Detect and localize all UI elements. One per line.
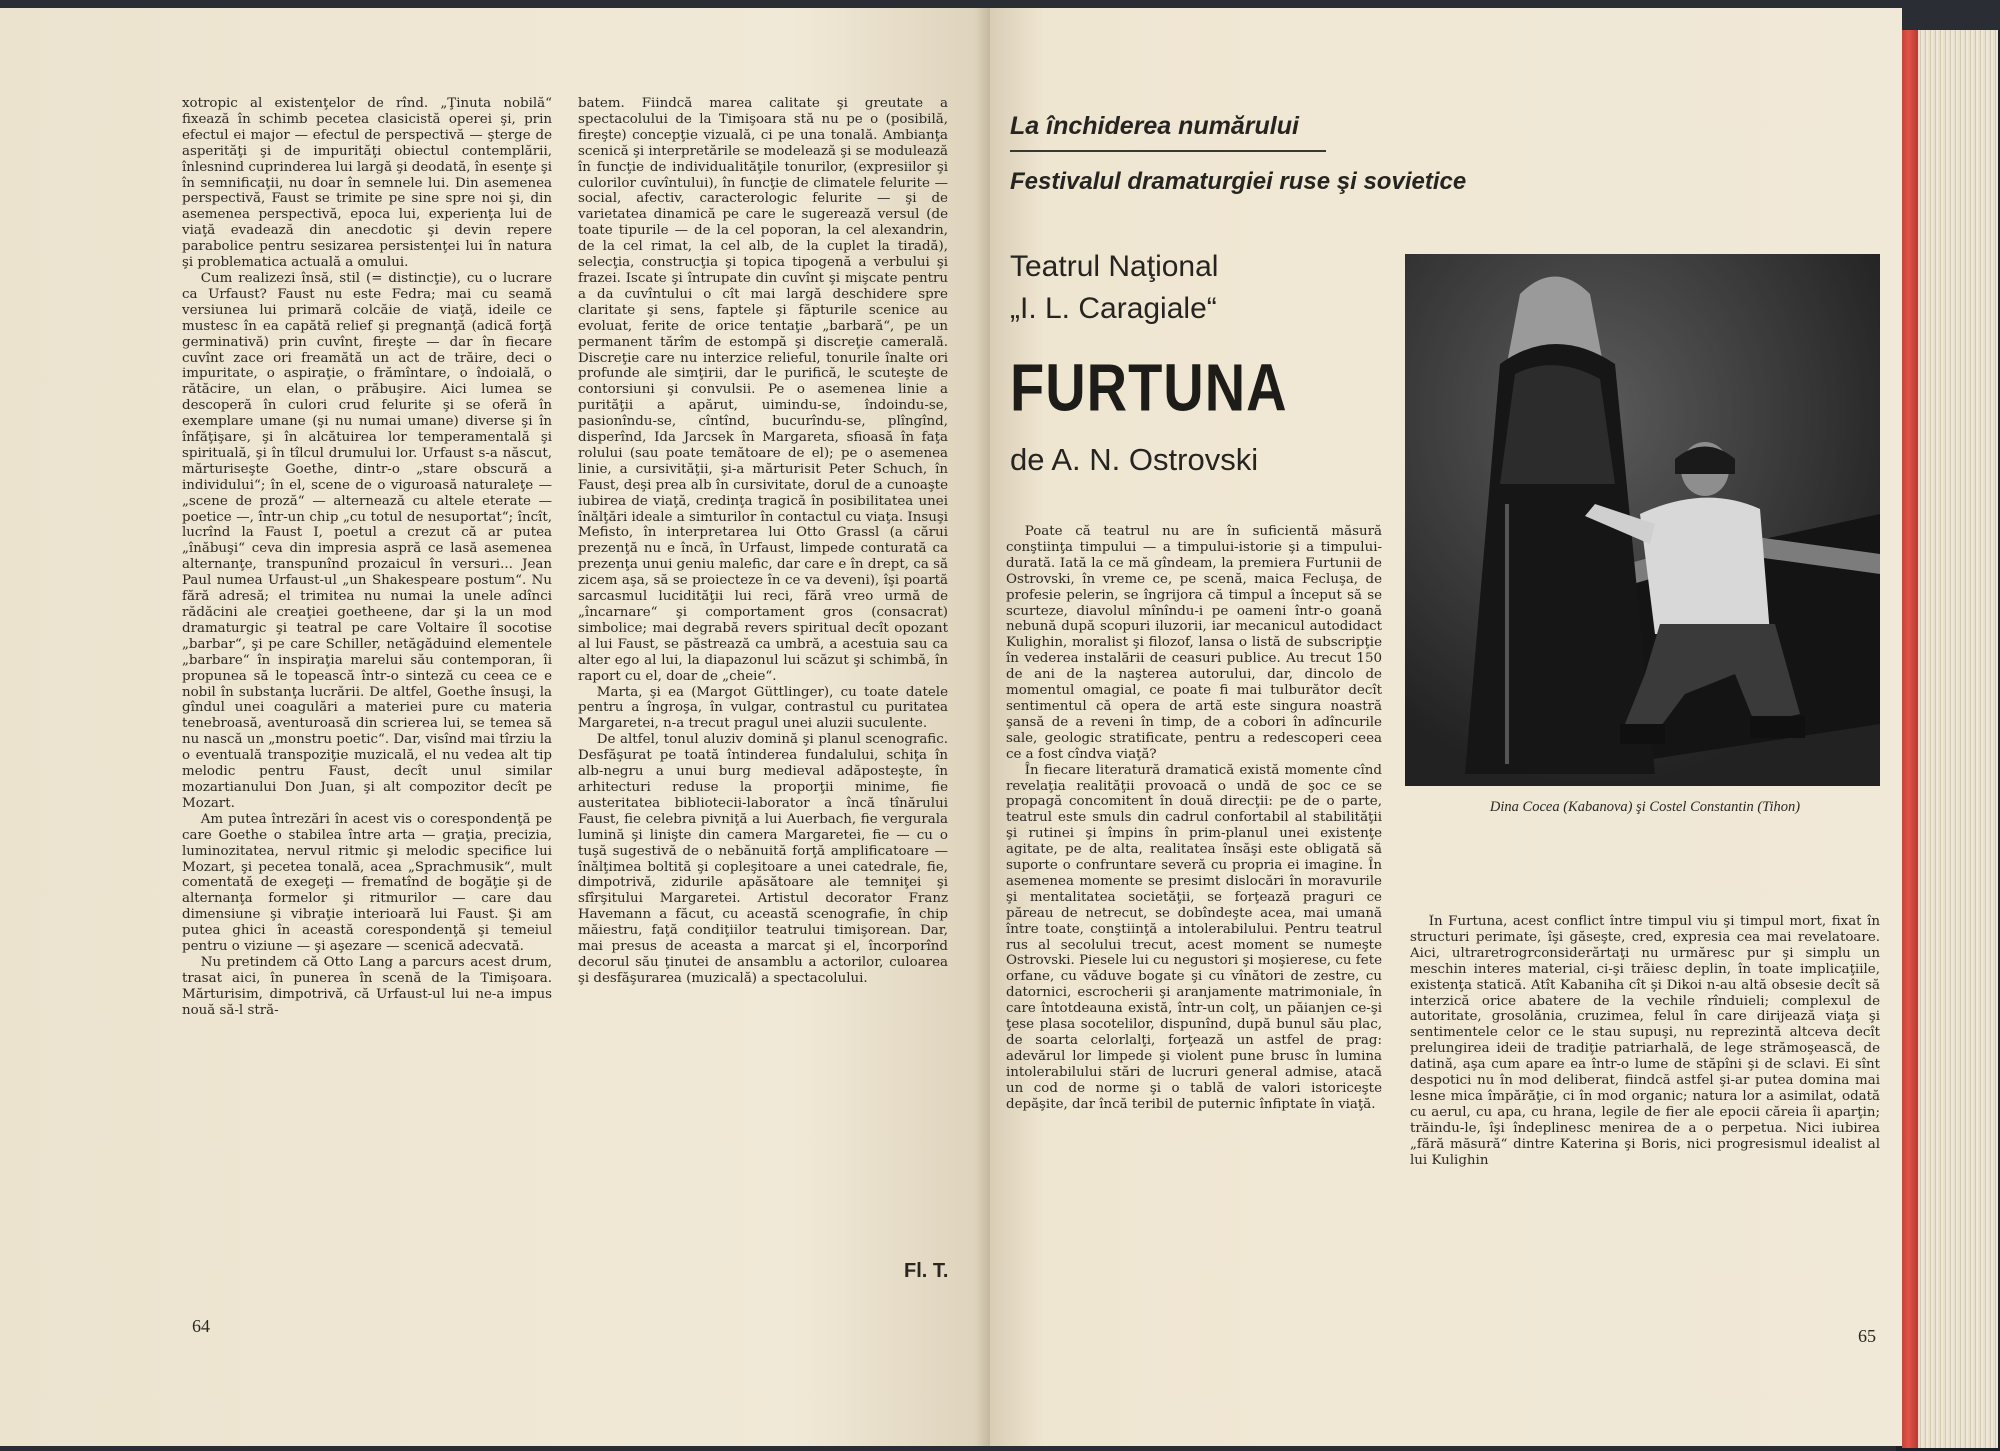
left-column-2	[578, 96, 948, 1256]
right-column-2	[1410, 914, 1880, 1306]
play-title: FURTUNA	[1010, 349, 1288, 425]
paragraph: Am putea întrezări în acest vis o corespondenţă pe care Goethe o stabilea între arta — graţia, precizia, luminozitatea, nervul ritmic şi melodic specifice lui Mozart, şi pecetea tonală, acea „Sprachmusik“, mult comentată de exegeţi — frematînd de bogăţie şi de alternanţa formelor şi ritmurilor — care dau dimensiune şi vibraţie interioară lui Faust. Şi am putea ghici în această corespondenţă şi temeiul pentru o viziune — şi aşezare — scenică adecvată.	[182, 811, 552, 955]
play-author: de A. N. Ostrovski	[1010, 442, 1259, 477]
photo-scene	[1405, 254, 1880, 786]
rubric-rule	[1010, 150, 1326, 152]
paragraph: Poate că teatrul nu are în suficientă măsură conştiinţa timpului — a timpului-istorie şi a timpului-durată. Iată la ce mă gîndeam, la premiera Furtunii de Ostrovski, în vreme ce, pe scenă, maica Fecluşa, de profesie pelerin, se îngrijora că timpul a început să se scurteze, diavolul mînîndu-i pe oameni într-o goană nebună după scopuri iluzorii, iar mecanicul autodidact Kulighin, moralist şi filozof, lansa o listă de subscripţie în vederea instalării de ceasuri publice. Au trecut 150 de ani de la naşterea autorului, dar, dincolo de momentul omagial, ce poate fi mai tulburător decît sentimentul că opera de artă este singura noastră şansă de a reveni în timp, de a cobori în adîncurile sale, geologic stratificate, pentru a redescoperi ceea ce a fost cîndva viaţă?	[1006, 524, 1382, 762]
photo-caption: Dina Cocea (Kabanova) şi Costel Constantin (Tihon)	[1489, 799, 1801, 815]
paragraph: În Furtuna, acest conflict între timpul viu şi timpul mort, fixat în structuri perimate, îşi găseşte, cred, expresia cea mai revelatoare. Aici, ultraretrogrconsiderărtaţi nu urmăresc pur şi simplu un meschin interes material, ci-şi trăiesc deplin, în toate implicaţiile, existenţa statică. Atît Kabaniha cît şi Dikoi n-au altă obsesie decît să interzică orice abatere de la vechile rînduieli; complexul de autoritate, grosolănia, cruzimea, felul în care dirijează viaţa şi sentimentele celor ce le stau supuşi, nu reprezintă altceva decît prelungirea ideii de tradiţie patriarhală, de lege strămoşească, de datină, aşa cum apare ea într-o lume de stăpîni şi de sclavi. Ei sînt despotici nu în mod deliberat, fiindcă astfel şi-ar putea domina mai lesne mica împărăţie, ci în mod organic; natura lor a asimilat, odată cu aerul, cu apa, cu hrana, legile de fier ale epocii căreia îi aparţin; trăindu-le, îşi îndeplinesc menirea de a o perpetua. Nici iubirea „fără măsură“ dintre Katerina şi Boris, nici progresismul idealist al lui Kulighin	[1410, 914, 1880, 1168]
paragraph: Marta, şi ea (Margot Güttlinger), cu toate datele pentru a îngroşa, în vulgar, contrastul cu puritatea Margaretei, n-a trecut pragul unei aluzii suculente.	[578, 684, 948, 732]
left-page	[0, 8, 990, 1446]
festival-title: Festivalul dramaturgiei ruse şi sovietice	[1010, 168, 1467, 195]
author-signature: Fl. T.	[904, 1260, 949, 1282]
right-column-1	[1006, 524, 1382, 1304]
paragraph: Cum realizezi însă, stil (= distincţie), cu o lucrare ca Urfaust? Faust nu este Fedra; mai cu seamă versiunea lui primară colcăie de viaţă, ideile ce mustesc în ea capătă relief şi pregnanţă (adică forţă germinativă) prin cuvînt, fireşte — dar în fiecare cuvînt zace ori freamătă un act de trăire, deci o impuritate, o aspiraţie, o frămîntare, o îndoială, o rătăcire, un elan, o prăbuşire. Aici lumea se descoperă în culori crud felurite şi se oferă în exemplare umane (şi nu numai umane) diverse şi în înfăţişare, şi în alcătuirea lor temperamentală şi spirituală, şi în tîlcul drumului lor. Urfaust s-a născut, mărturiseşte Goethe, dintr-o „stare obscură a individului“; în el, scene de o viguroasă naturaleţe — „scene de proză“ — alternează cu altele eterate — poetice —, într-un chip „cu totul de nesuportat“; încît, lucrînd la Faust I, poetul a crezut că ar putea „înăbuşi“ ceva din impresia aspră ce lasă asemenea alternanţe, transpunînd prozaicul în versuri... Jean Paul numea Urfaust-ul „un Shakespeare postum“. Nu fără adresă; el trimitea nu numai la unele adînci rădăcini ale creaţiei goetheene, dar şi la un mod dramaturgic şi teatral pe care Voltaire îl socotise „barbar“, şi pe care Schiller, netăgăduind elementele „barbare“ în inspiraţia marelui său contemporan, îi propunea să le topească într-o sinteză cu ceea ce e nobil în substanţa lucrării. De altfel, Goethe însuşi, la gîndul unei coagulări a materiei pure cu materia tenebroasă, aventuroasă din scrierea lui, se temea să nu nască un „monstru poetic“. Dar, visînd mai tîrziu la o eventuală transpoziţie muzicală, el nu vedea alt tip melodic pentru Faust, decît unul similar mozartianului Don Juan, şi alt compozitor decît pe Mozart.	[182, 270, 552, 811]
left-column-1	[182, 96, 552, 1311]
theatre-name	[1010, 246, 1218, 330]
page-number-left: 64	[192, 1316, 210, 1336]
production-photo	[1405, 254, 1880, 786]
theatre-line-2: „I. L. Caragiale“	[1010, 292, 1217, 325]
page-edge-stack	[1918, 30, 1998, 1448]
theatre-line-1: Teatrul Naţional	[1010, 250, 1219, 283]
page-number-right: 65	[1858, 1326, 1876, 1346]
paragraph: Nu pretindem că Otto Lang a parcurs acest drum, trasat aici, în punerea în scenă de la Timişoara. Mărturisim, dimpotrivă, că Urfaust-ul lui ne-a impus nouă să-l stră-	[182, 954, 552, 1018]
paragraph: xotropic al existenţelor de rînd. „Ţinuta nobilă“ fixează în schimb pecetea clasicistă operei şi, prin efectul ei major — efectul de perspectivă — şterge de asperităţi şi de impurităţi obiectul contemplării, înlesnind cuprinderea lui largă şi deodată, în esenţe şi în semnificaţii, nu doar în semnele lui. Din asemenea perspectivă, Faust se trimite pe sine spre noi şi, din asemenea perspectivă, epoca lui, experienţa lui de viaţă evadează din anecdotic şi devin repere parabolice pentru sesizarea persistenţei lui în natura şi problematica actuală a omului.	[182, 96, 552, 271]
page-edge-red-marker	[1902, 30, 1918, 1448]
paragraph: De altfel, tonul aluziv domină şi planul scenografic. Desfăşurat pe toată întinderea fundalului, schiţa în alb-negru a unui burg medieval adăposteşte, în arhitecturi reduse la proporţii minime, fie austeritatea bibliotecii-laborator a încă tînărului Faust, fie celebra pivniţă a lui Auerbach, fie vergurala lumină şi linişte din camera Margaretei, fie — cu o tuşă sugestivă de o nebănuită forţă amplificatoare — înălţimea boltită şi copleşitoare a unei catedrale, fie, dimpotrivă, zidurile apăsătoare ale temniţei şi sfîrşitului Margaretei. Artistul decorator Franz Havemann a făcut, cu această scenografie, în chip măiestru, faţă condiţiilor teatrului timişorean. Dar, mai presus de aceasta a marcat şi el, încorporînd decorul său ţinutei de ansamblu a actorilor, culoarea şi desfăşurarea (muzicală) a spectacolului.	[578, 732, 948, 986]
paragraph: În fiecare literatură dramatică există momente cînd revelaţia realităţii provoacă o undă de şoc ce se propagă concomitent în două direcţii: pe de o parte, teatrul este smuls din cadrul confortabil al stabilităţii şi rutinei şi împins în prim-planul unei existenţe agitate, pe de alta, realitatea însăşi este obligată să suporte o confruntare severă cu propria ei imagine. În asemenea momente se presimt dislocări în moravurile şi mentalitatea societăţii, se forţează praguri ce păreau de netrecut, se dobîndeşte acea, mai umană între toate, conştiinţă a intolerabilului. Pentru teatrul rus al secolului trecut, acest moment se numeşte Ostrovski. Piesele lui cu negustori şi moşierese, cu fete orfane, cu văduve bogate şi cu vînători de zestre, cu datornici, escrocherii şi aranjamente matrimoniale, în care întotdeauna există, într-un colţ, un păianjen ce-şi ţese plasa socotelilor, dispunînd, după bunul său plac, de soarta celorlalţi, forţează un astfel de prag: adevărul lor limpede şi violent pune brusc în lumina intolerabilului stări de lucruri general admise, atacă un cod de norme şi o tablă de valori istoriceşte depăşite, dar încă teribil de puternic înfiptate în viaţă.	[1006, 762, 1382, 1112]
section-rubric: La închiderea numărului	[1010, 112, 1299, 140]
paragraph: batem. Fiindcă marea calitate şi greutate a spectacolului de la Timişoara stă nu pe o (posibilă, fireşte) concepţie vizuală, ci pe una tonală. Ambianţa scenică şi interpretările se modelează şi se modulează în funcţie de individualităţile tonurilor, (expresiilor şi culorilor cuvîntului), în funcţie de climatele felurite — social, afectiv, caracterologic felurite — şi de varietatea dinamică pe care le sugerează versul (de toate tipurile — de la cel poporan, la cel alexandrin, de la cel rimat, la cel alb, de la cuplet la tiradă), selecţia, construcţia şi topica tipogenă a verbului şi frazei. Iscate şi întrupate din cuvînt şi mişcate pentru a da cuvîntului o cît mai largă deschidere spre claritate şi sens, faptele şi făpturile scenice au evoluat, ferite de orice tentaţie „barbară“, pe un permanent tărîm de estompă şi discreţie camerală. Discreţie care nu interzice relieful, tonurile înalte ori profunde ale simţirii, dar le purifică, le scuteşte de contorsiuni şi convulsii. Pe o asemenea linie a purităţii a apărut, uimindu-se, îndoindu-se, pasionîndu-se, cîntînd, bucurîndu-se, plîngînd, disperînd, Ida Jarcsek în Margareta, sfioasă în faţa rolului (sau poate temătoare de el); pe o asemenea linie, a cursivităţii, şi-a mărturisit Peter Schuch, în Faust, deşi prea alb în cursivitate, dorul de a cunoaşte iubirea de viaţă, credinţa tragică în posibilitatea unei înălţări ideale a simturilor în contactul cu viaţa. Insuşi Mefisto, în interpretarea lui Otto Grassl (a cărui prezenţă nu e încă, în Urfaust, limpede conturată ca prezenţa unui geniu malefic, dar care e în drept, ca să zicem aşa, să se proiecteze în ce va deveni), îşi poartă sarcasmul lucidităţii lui reci, fără vreo urmă de „încarnare“ şi comportament gros (consacrat) simbolice; mai degrabă revers spiritual decît opozant al lui Faust, se păstrează ca umbră, a acestuia sau ca alter ego al lui, la diapazonul lui scăzut şi schimbă, în raport cu el, doar de „cheie“.	[578, 96, 948, 684]
